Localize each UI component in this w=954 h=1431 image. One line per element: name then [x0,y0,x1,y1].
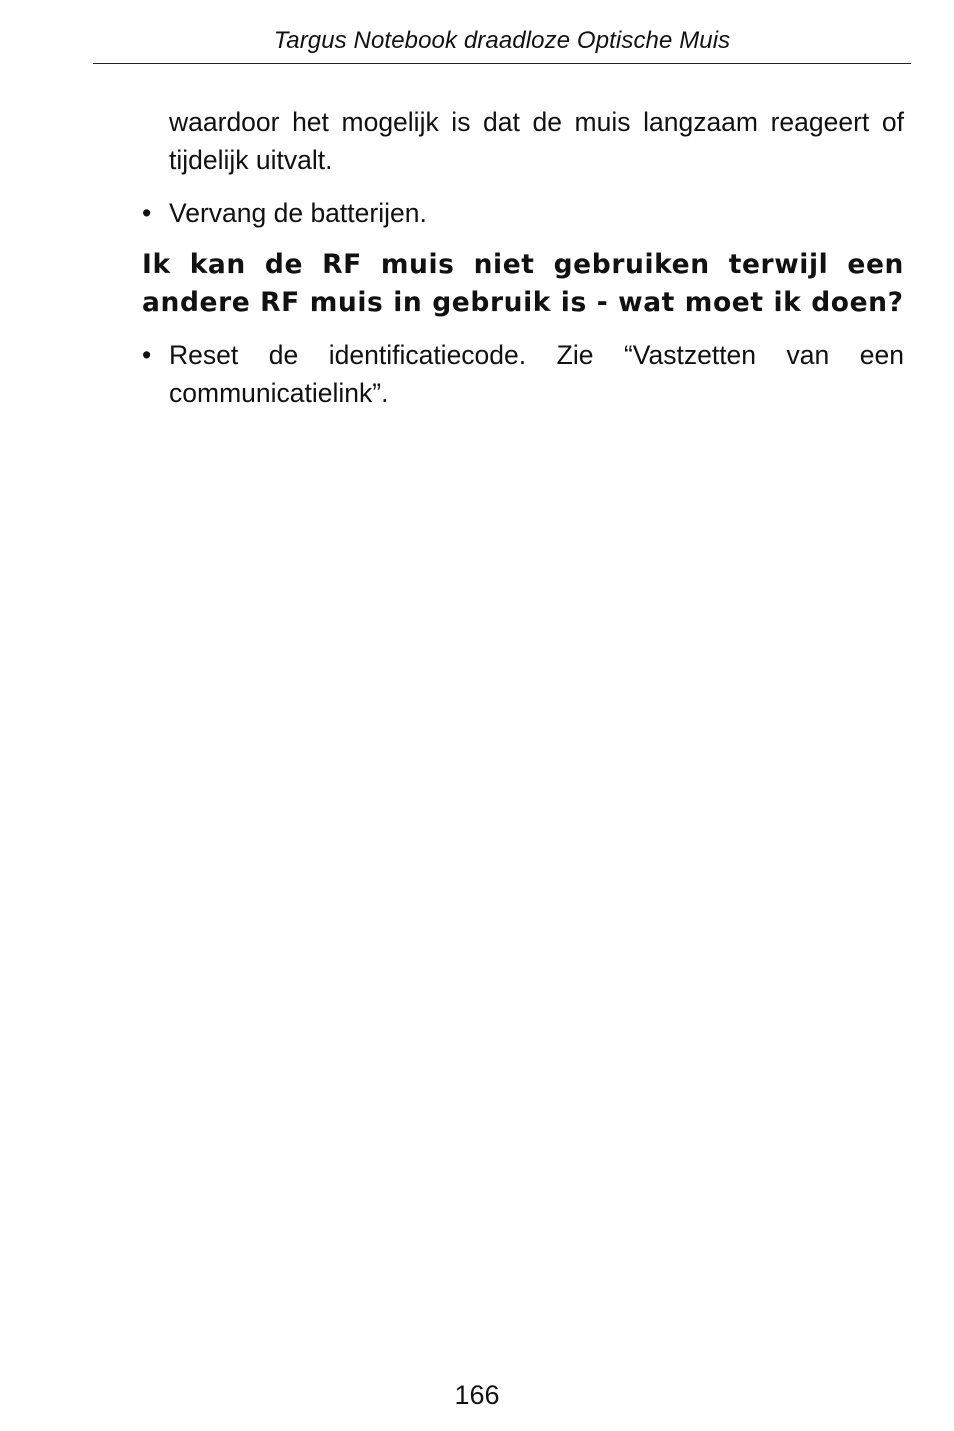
list-item-text: Reset de identificatiecode. Zie “Vastzetten van een communicatielink”. [169,340,904,408]
running-header: Targus Notebook draadloze Optische Muis [273,27,731,54]
continuation-paragraph: waardoor het mogelijk is dat de muis langzaam reageert of tijdelijk uitvalt. [169,107,904,175]
list-item-text: Vervang de batterijen. [169,198,427,228]
list-item-replace-batteries [142,194,904,232]
bullet-icon: • [142,340,152,370]
question-heading: Ik kan de RF muis niet gebruiken terwijl een andere RF muis in gebruik is - wat moet ik doen? [142,249,904,318]
page-content [142,103,904,412]
list-item-reset-id-code [142,336,904,412]
header-divider [93,63,911,64]
bullet-icon: • [142,198,152,228]
page-number: 166 [454,1380,500,1410]
